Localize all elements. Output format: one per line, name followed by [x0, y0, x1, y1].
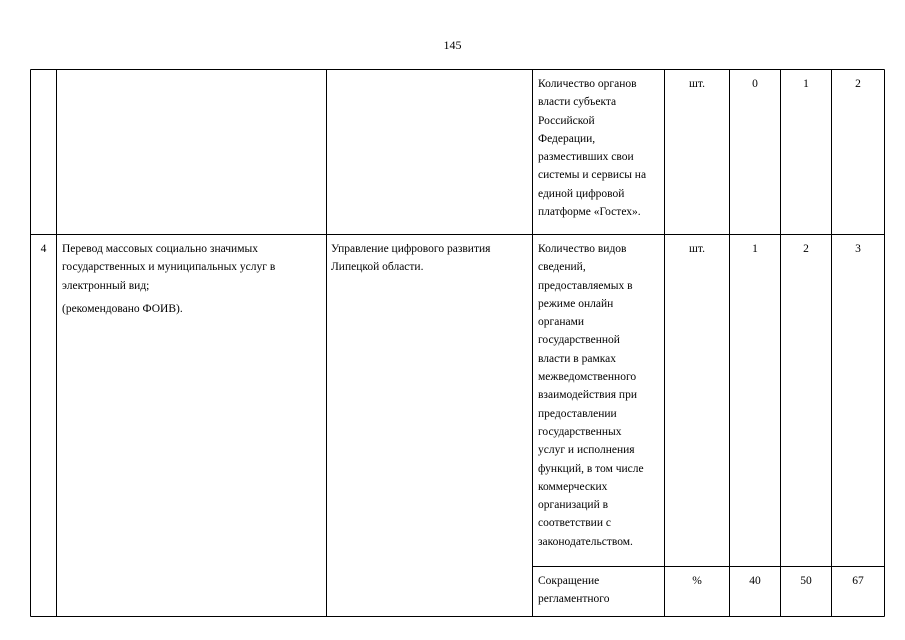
indicator-name: Сокращение регламентного	[538, 575, 610, 606]
indicator-name: Количество органов власти субъекта Российской Федерации, разместивших свои системы и сервисы на единой цифровой платформе «Гостех».	[538, 78, 647, 219]
responsible-text: Управление цифрового развития Липецкой области.	[331, 243, 491, 274]
indicator-value-3: 3	[855, 243, 861, 255]
indicator-value-2: 50	[800, 575, 812, 587]
indicator-value-2: 2	[803, 243, 809, 255]
indicator-value-3: 2	[855, 78, 861, 90]
indicator-unit: шт.	[689, 243, 705, 255]
indicator-value-1: 1	[752, 243, 758, 255]
row-number: 4	[40, 243, 47, 255]
indicator-value-1: 40	[749, 575, 761, 587]
indicator-unit: %	[692, 575, 702, 587]
indicator-value-1: 0	[752, 78, 758, 90]
indicator-value-2: 1	[803, 78, 809, 90]
indicator-name: Количество видов сведений, предоставляемых в режиме онлайн органами государственной власти в рамках межведомственного взаимодействия при предоставлении государственных услуг и исполнения функций, в том числе коммерческих организаций в соответствии с законодательством.	[538, 243, 644, 548]
indicator-unit: шт.	[689, 78, 705, 90]
measure-text: Перевод массовых социально значимых государственных и муниципальных услуг в электронный вид;	[62, 243, 276, 292]
page-number: 145	[443, 38, 462, 52]
measure-note: (рекомендовано ФОИВ).	[62, 303, 183, 315]
indicator-value-3: 67	[852, 575, 864, 587]
